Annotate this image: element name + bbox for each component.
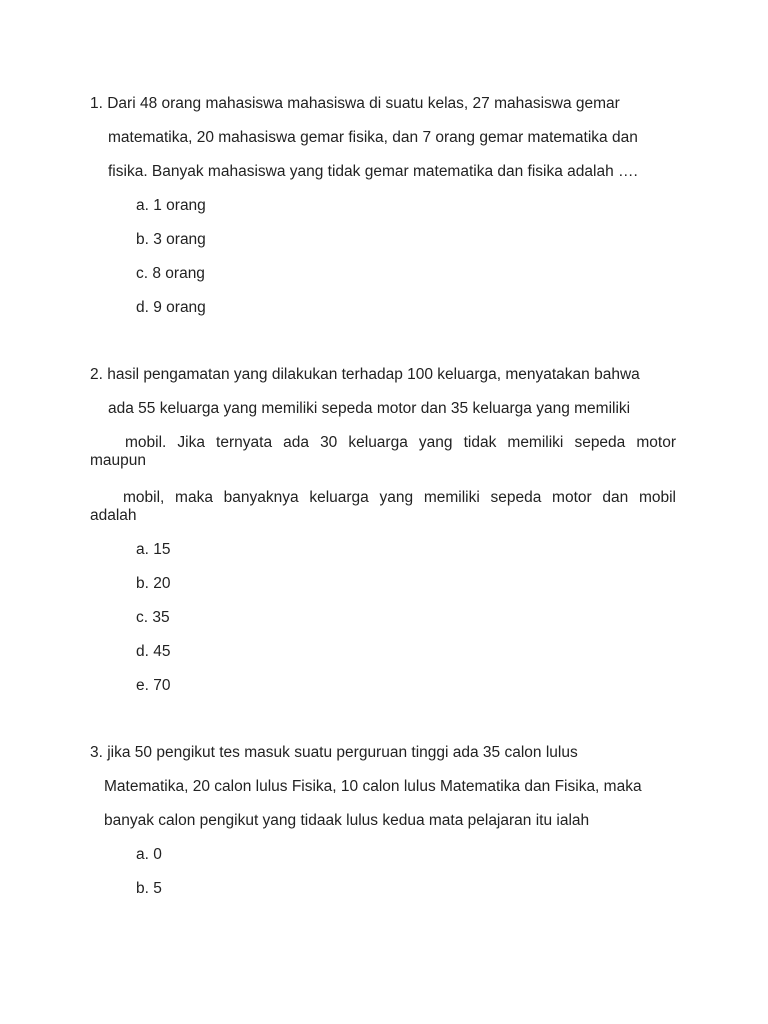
- question-1-line-3: fisika. Banyak mahasiswa yang tidak gemar matematika dan fisika adalah ….: [108, 163, 638, 180]
- question-3-option-a: a. 0: [136, 846, 162, 863]
- question-2-line-4-wrap: adalah: [90, 507, 137, 524]
- question-1-line-2: matematika, 20 mahasiswa gemar fisika, dan 7 orang gemar matematika dan: [108, 129, 638, 146]
- question-1-option-d: d. 9 orang: [136, 299, 206, 316]
- question-3-option-b: b. 5: [136, 880, 162, 897]
- question-2-option-d: d. 45: [136, 643, 171, 660]
- question-2-option-a: a. 15: [136, 541, 171, 558]
- question-2-line-3: mobil. Jika ternyata ada 30 keluarga yang tidak memiliki sepeda motor: [125, 434, 676, 451]
- question-2-line-4: mobil, maka banyaknya keluarga yang memiliki sepeda motor dan mobil: [123, 489, 676, 506]
- question-3-line-3: banyak calon pengikut yang tidaak lulus kedua mata pelajaran itu ialah: [104, 812, 590, 829]
- question-1-option-a: a. 1 orang: [136, 197, 206, 214]
- question-3-line-2: Matematika, 20 calon lulus Fisika, 10 calon lulus Matematika dan Fisika, maka: [104, 778, 642, 795]
- question-2-line-3-wrap: maupun: [90, 452, 147, 469]
- question-1-option-c: c. 8 orang: [136, 265, 205, 282]
- question-1-line-1: 1. Dari 48 orang mahasiswa mahasiswa di suatu kelas, 27 mahasiswa gemar: [90, 95, 620, 112]
- question-2-option-c: c. 35: [136, 609, 170, 626]
- question-2-line-1: 2. hasil pengamatan yang dilakukan terhadap 100 keluarga, menyatakan bahwa: [90, 366, 640, 383]
- question-1-option-b: b. 3 orang: [136, 231, 206, 248]
- question-2-line-2: ada 55 keluarga yang memiliki sepeda motor dan 35 keluarga yang memiliki: [108, 400, 631, 417]
- question-3-line-1: 3. jika 50 pengikut tes masuk suatu perguruan tinggi ada 35 calon lulus: [90, 744, 578, 761]
- question-2-option-e: e. 70: [136, 677, 171, 694]
- question-2-option-b: b. 20: [136, 575, 171, 592]
